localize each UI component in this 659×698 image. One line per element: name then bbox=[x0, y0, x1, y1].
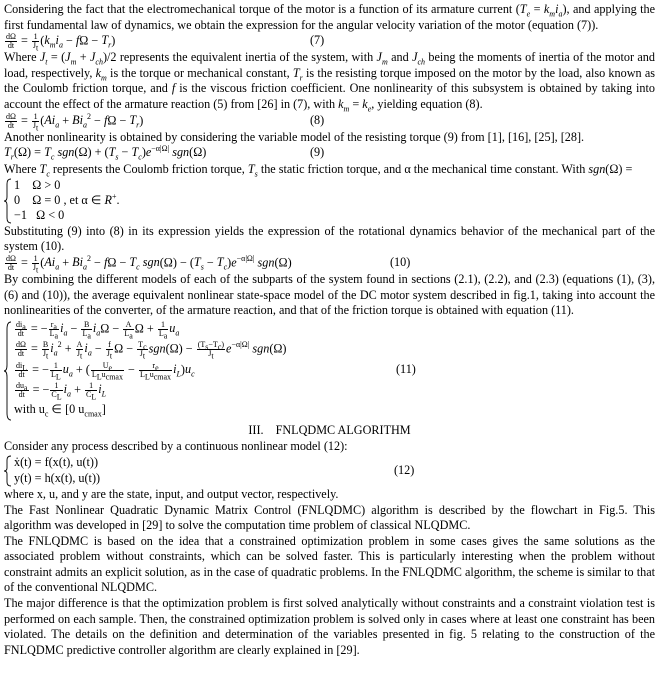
equation-11-number: (11) bbox=[396, 361, 416, 376]
equation-7-number: (7) bbox=[310, 33, 325, 48]
equation-8-number: (8) bbox=[310, 112, 325, 127]
eq11-line-5: with $u_c$ ∈ [0 $u_{cmax}$] bbox=[14, 401, 106, 419]
paragraph-where-xuy: where x, u, and y are the state, input, and output vector, respectively. bbox=[4, 486, 339, 501]
paragraph-inertia: Where $J_t = (J_m + J_{ch})/2$ represents the equivalent inertia of the system, with $J_m$ and $J_{ch}$ being the moments of inertia of the motor and load, respectively, $k_m$ is the torque or mechanical constant, $T_r$ is the resisting torque imposed on the motor by the load, also known as the Coulomb friction torque, and f is the viscous friction coefficient. One nonlinearity of this subsystem is obtained by taking into account the effect of the armature reaction (5) from [26] in (7), with $k_m = k_e$, yielding equation (8). bbox=[4, 50, 656, 114]
paragraph-substituting: Substituting (9) into (8) in its expression yields the expression of the rotational dynamics behavior of the mechanical part of the system (10). bbox=[4, 223, 655, 254]
paragraph-resisting-torque: Another nonlinearity is obtained by considering the variable model of the resisting torque (9) from [1], [16], [25], [28]. bbox=[4, 129, 585, 144]
section-heading bbox=[4, 423, 655, 439]
equation-7: $\frac{d\Omega}{dt}$ = $\frac{1}{J_t}$ $(k_mi_a - f\Omega - T_r)$ (7) bbox=[6, 32, 325, 53]
eq11-line-1: $\frac{di_a}{dt}$ = − $\frac{r_a}{L_a}$ $i_a$ − $\frac{B}{L_a}$ $i_a\Omega$ − $\frac{A}{L_a}$ Ω + $\frac{1}{L_a}$ $u_a$ bbox=[16, 319, 180, 341]
left-brace-icon bbox=[4, 321, 12, 421]
paragraph-consider: Consider any process described by a continuous nonlinear model (12): bbox=[4, 439, 348, 454]
equation-10: $\frac{d\Omega}{dt}$ = $\frac{1}{J_t}$ ($Ai_a + Bi_a^2 - f\Omega - T_c$ $sgn(\Omega) - (T_s - T_c)e^{-\alpha|\Omega|}$ sgn(Ω) (10) bbox=[6, 253, 411, 275]
section-title: FNLQDMC ALGORITHM bbox=[275, 422, 411, 437]
sgn-line-3: −1 Ω < 0 bbox=[14, 207, 65, 222]
sgn-definition bbox=[4, 178, 655, 224]
paragraph-coulomb: Where $T_c$ represents the Coulomb friction torque, $T_s$ the static friction torque, and α the mechanical time constant. With sgn(Ω) = bbox=[4, 162, 633, 179]
equation-12 bbox=[4, 455, 655, 487]
sgn-line-1: 1 Ω > 0 bbox=[14, 177, 61, 192]
eq11-line-2: $\frac{d\Omega}{dt}$ = $\frac{B}{J_t}$ $i_a^2$ + $\frac{A}{J_t}$ $i_a$ − $\frac{f}{J_t}$ Ω − $\frac{T_c}{J_t}$ sgn(Ω) − $\frac{(T_s-T_c)}{J_t}$ $e^{-\alpha|\Omega|}$ sgn(Ω) bbox=[16, 339, 287, 361]
eq12-line-1: ẋ(t) = f(x(t), u(t)) bbox=[14, 454, 99, 469]
equation-8: $\frac{d\Omega}{dt}$ = $\frac{1}{J_t}$ $(Ai_a + Bi_a^2 - f\Omega - T_r)$ (8) bbox=[6, 111, 325, 133]
paragraph-fnlqdmc-idea: The FNLQDMC is based on the idea that a constrained optimization problem in some cases gives the same solutions as the associated problem without constraints, which can be solved faster. This is particularly interesting when the problem without constraint admits an explicit solution, as in the case of quadratic problems. In the FNLQDMC algorithm, the scheme is similar to that of the conventional NLQDMC. bbox=[4, 533, 655, 595]
equation-11 bbox=[4, 321, 655, 421]
equation-9: $T_r(\Omega) = T_c$ $sgn(\Omega) + (T_s - T_c)e^{-\alpha|\Omega|}$ sgn(Ω) (9) bbox=[4, 144, 325, 162]
paragraph-combining: By combining the different models of each of the subparts of the system found in sections (2.1), (2.2), and (2.3) (equations (1), (3), (6) and (10)), the average equivalent nonlinear state-space model of the DC motor system described in fig.1, taking into account the nonlinearities of the converter, of the armature reaction, and that of the friction torque is obtained with equation (11). bbox=[4, 271, 655, 318]
sgn-line-2: 0 Ω = 0 , et α ∈ R+. bbox=[14, 191, 120, 207]
eq12-line-2: y(t) = h(x(t), u(t)) bbox=[14, 470, 101, 485]
left-brace-icon bbox=[4, 178, 12, 224]
paragraph-fnlqdmc-desc: The Fast Nonlinear Quadratic Dynamic Matrix Control (FNLQDMC) algorithm is described by the flowchart in Fig.5. This algorithm was developed in [29] to solve the computation time problem of classical NLQDMC. bbox=[4, 502, 655, 533]
eq11-line-3: $\frac{di_L}{dt}$ = − $\frac{1}{L_L}$ $u_a$ + ( $\frac{U_e}{L_Lu_{cmax}}$ − $\frac{r_e}{L_Lu_{cmax}}$ $i_L)u_c$ (11) bbox=[16, 360, 416, 382]
equation-12-number: (12) bbox=[394, 462, 415, 477]
left-brace-icon bbox=[4, 455, 12, 487]
section-number: III. bbox=[248, 422, 264, 437]
eq11-line-4: $\frac{du_a}{dt}$ = − $\frac{1}{C_L}$ $i_a$ + $\frac{1}{C_L}$ $i_L$ bbox=[16, 380, 107, 402]
paragraph-torque-intro: Considering the fact that the electromechanical torque of the motor is a function of its armature current $(T_e = k_mi_a)$, and applying the first fundamental law of dynamics, we obtain the expression for the angular velocity variation of the motor (equation (7)). bbox=[4, 2, 655, 32]
equation-9-number: (9) bbox=[310, 145, 325, 160]
equation-10-number: (10) bbox=[390, 254, 411, 269]
paragraph-major-difference: The major difference is that the optimization problem is first solved analytically without constraints and a constraint violation test is performed on each sample. Then, the constrained optimization problem is solved only in cases where at least one constraint has been violated. The details on the definition and determination of the variables presented in fig. 5 relating to the construction of the FNLQDMC predictive controller algorithm are clearly explained in [29]. bbox=[4, 596, 655, 657]
